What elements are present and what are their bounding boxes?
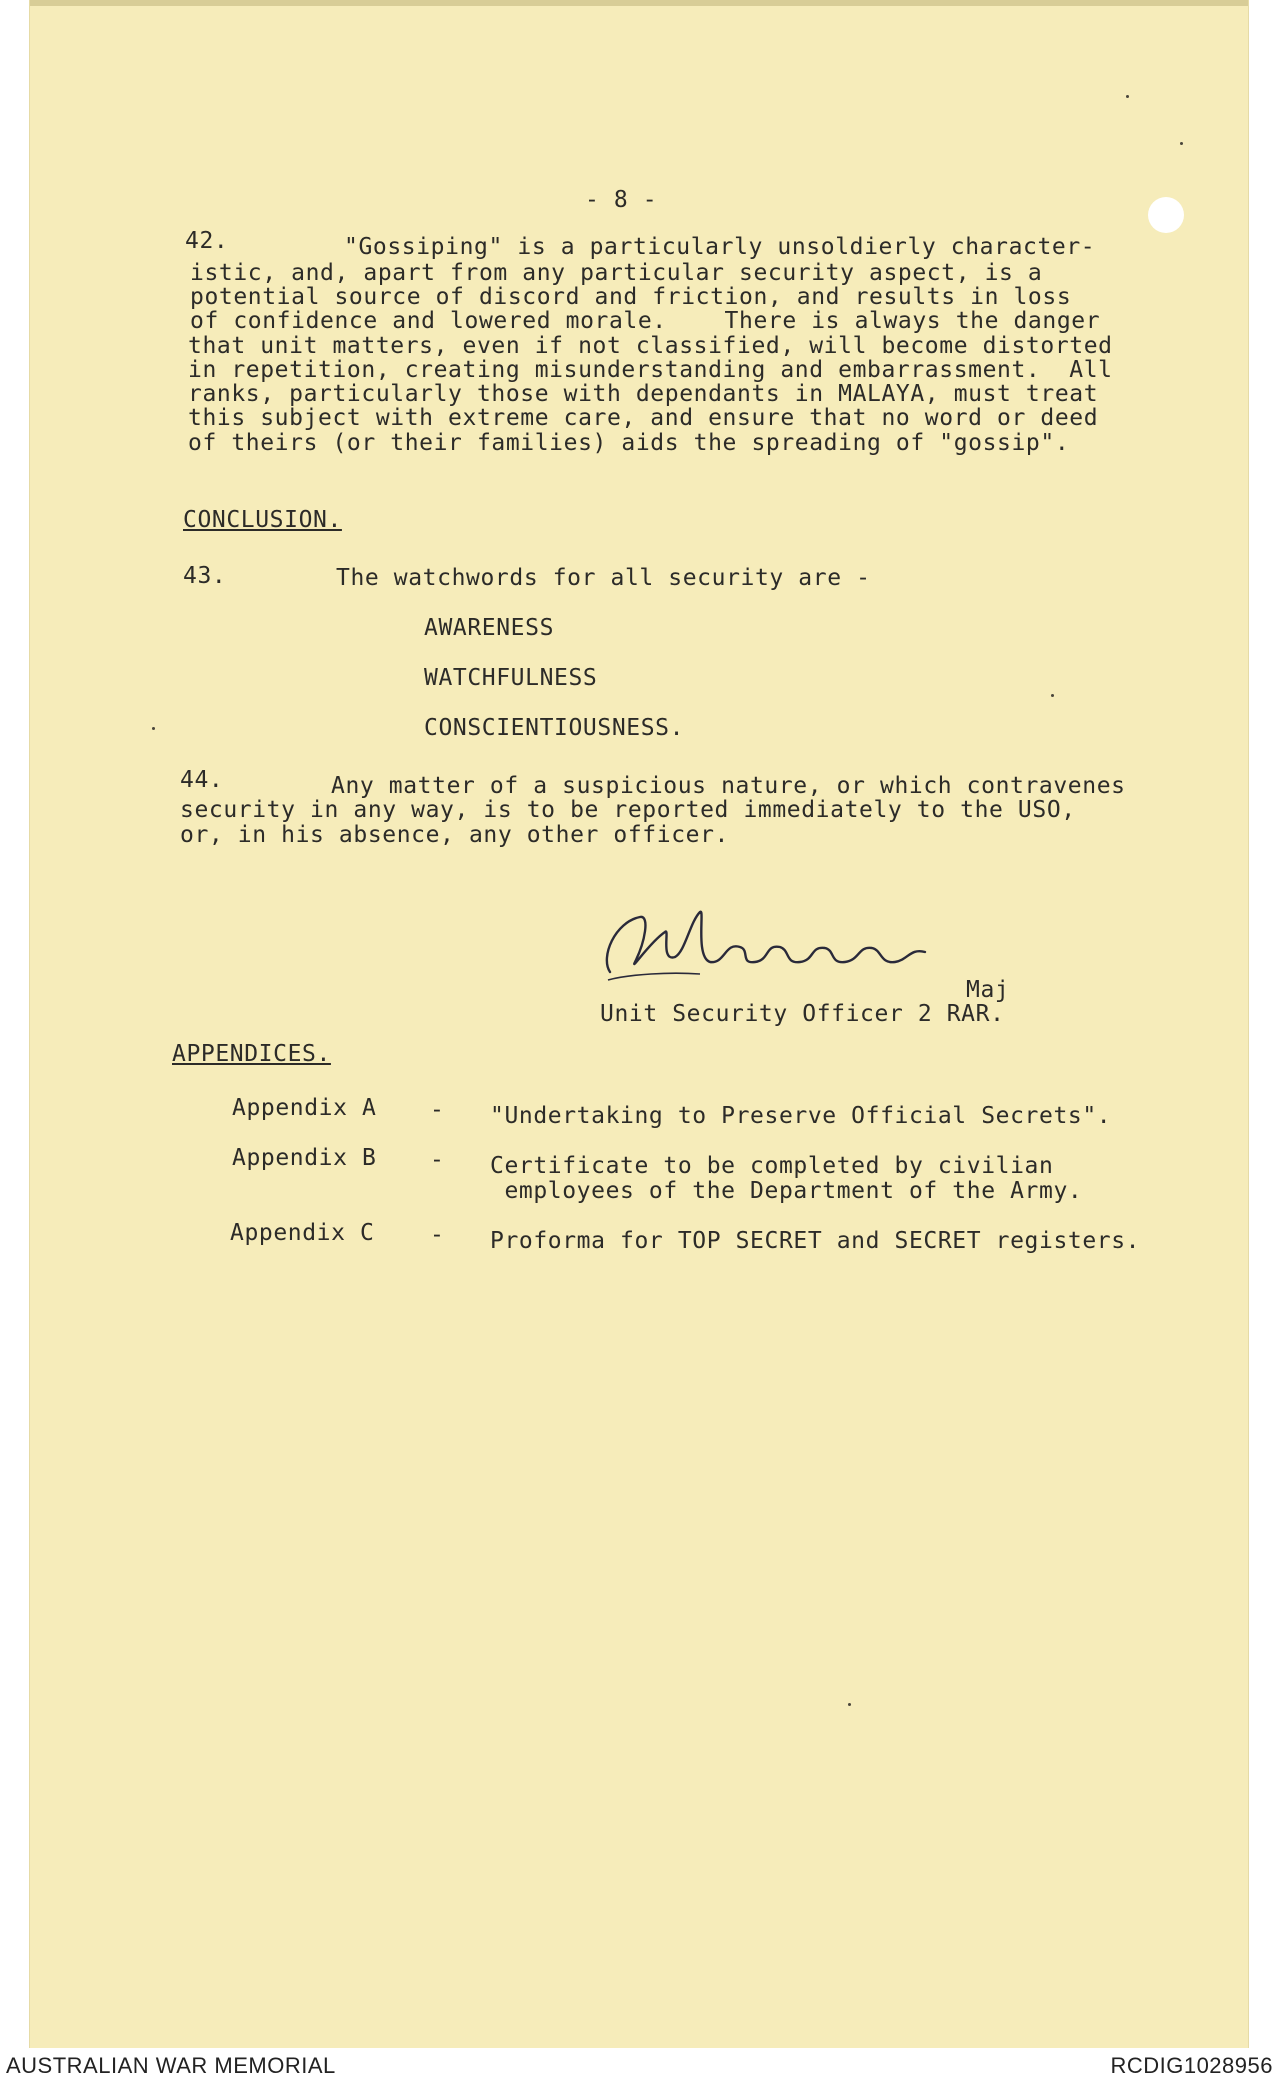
punch-hole bbox=[1148, 197, 1184, 233]
appendix-description: Proforma for TOP SECRET and SECRET registers. bbox=[490, 1228, 1141, 1254]
watchword: CONSCIENTIOUSNESS. bbox=[424, 715, 685, 741]
para-42-line: ranks, particularly those with dependants in MALAYA, must treat bbox=[188, 381, 1099, 407]
appendix-description: employees of the Department of the Army. bbox=[490, 1178, 1083, 1204]
para-43-text: The watchwords for all security are - bbox=[336, 565, 871, 591]
para-42-line: in repetition, creating misunderstanding and embarrassment. All bbox=[188, 357, 1113, 383]
paper-speck bbox=[848, 1703, 851, 1706]
paper-speck bbox=[1180, 142, 1183, 145]
appendix-dash: - bbox=[430, 1222, 445, 1248]
appendix-label: Appendix A bbox=[232, 1095, 377, 1121]
appendix-dash: - bbox=[430, 1097, 445, 1123]
appendices-heading: APPENDICES. bbox=[172, 1041, 331, 1067]
para-42-number: 42. bbox=[185, 228, 229, 254]
paper-speck bbox=[1126, 95, 1129, 98]
paper-speck bbox=[1051, 694, 1054, 697]
para-42-line: "Gossiping" is a particularly unsoldierly character- bbox=[344, 234, 1096, 260]
paper-speck bbox=[152, 727, 155, 730]
para-44-line: or, in his absence, any other officer. bbox=[180, 822, 729, 848]
footer-institution: AUSTRALIAN WAR MEMORIAL bbox=[6, 2053, 336, 2078]
para-42-line: this subject with extreme care, and ensure that no word or deed bbox=[188, 405, 1099, 431]
signature-title: Unit Security Officer 2 RAR. bbox=[600, 1001, 1005, 1027]
appendix-description: Certificate to be completed by civilian bbox=[490, 1153, 1054, 1179]
appendix-description: "Undertaking to Preserve Official Secrets". bbox=[490, 1103, 1112, 1129]
para-44-line: security in any way, is to be reported immediately to the USO, bbox=[180, 797, 1076, 823]
signature-rank: Maj bbox=[966, 977, 1010, 1003]
page-number: - 8 - bbox=[585, 187, 658, 213]
watchword: WATCHFULNESS bbox=[424, 665, 598, 691]
para-43-number: 43. bbox=[183, 563, 227, 589]
page-top-edge bbox=[30, 0, 1248, 6]
footer-record-id: RCDIG1028956 bbox=[1110, 2053, 1273, 2078]
appendix-dash: - bbox=[430, 1147, 445, 1173]
para-42-line: potential source of discord and friction, and results in loss bbox=[190, 284, 1072, 310]
appendix-label: Appendix B bbox=[232, 1145, 377, 1171]
para-42-line: that unit matters, even if not classified, will become distorted bbox=[188, 333, 1113, 359]
para-42-line: of confidence and lowered morale. There is always the danger bbox=[190, 308, 1101, 334]
appendix-label: Appendix C bbox=[230, 1220, 375, 1246]
para-42-line: istic, and, apart from any particular security aspect, is a bbox=[190, 260, 1043, 286]
para-44-line: Any matter of a suspicious nature, or which contravenes bbox=[331, 773, 1126, 799]
handwritten-signature bbox=[590, 902, 960, 992]
conclusion-heading: CONCLUSION. bbox=[183, 507, 342, 533]
watchword: AWARENESS bbox=[424, 615, 555, 641]
para-44-number: 44. bbox=[180, 767, 224, 793]
archive-footer bbox=[0, 2048, 1281, 2082]
para-42-line: of theirs (or their families) aids the spreading of "gossip". bbox=[188, 430, 1070, 456]
